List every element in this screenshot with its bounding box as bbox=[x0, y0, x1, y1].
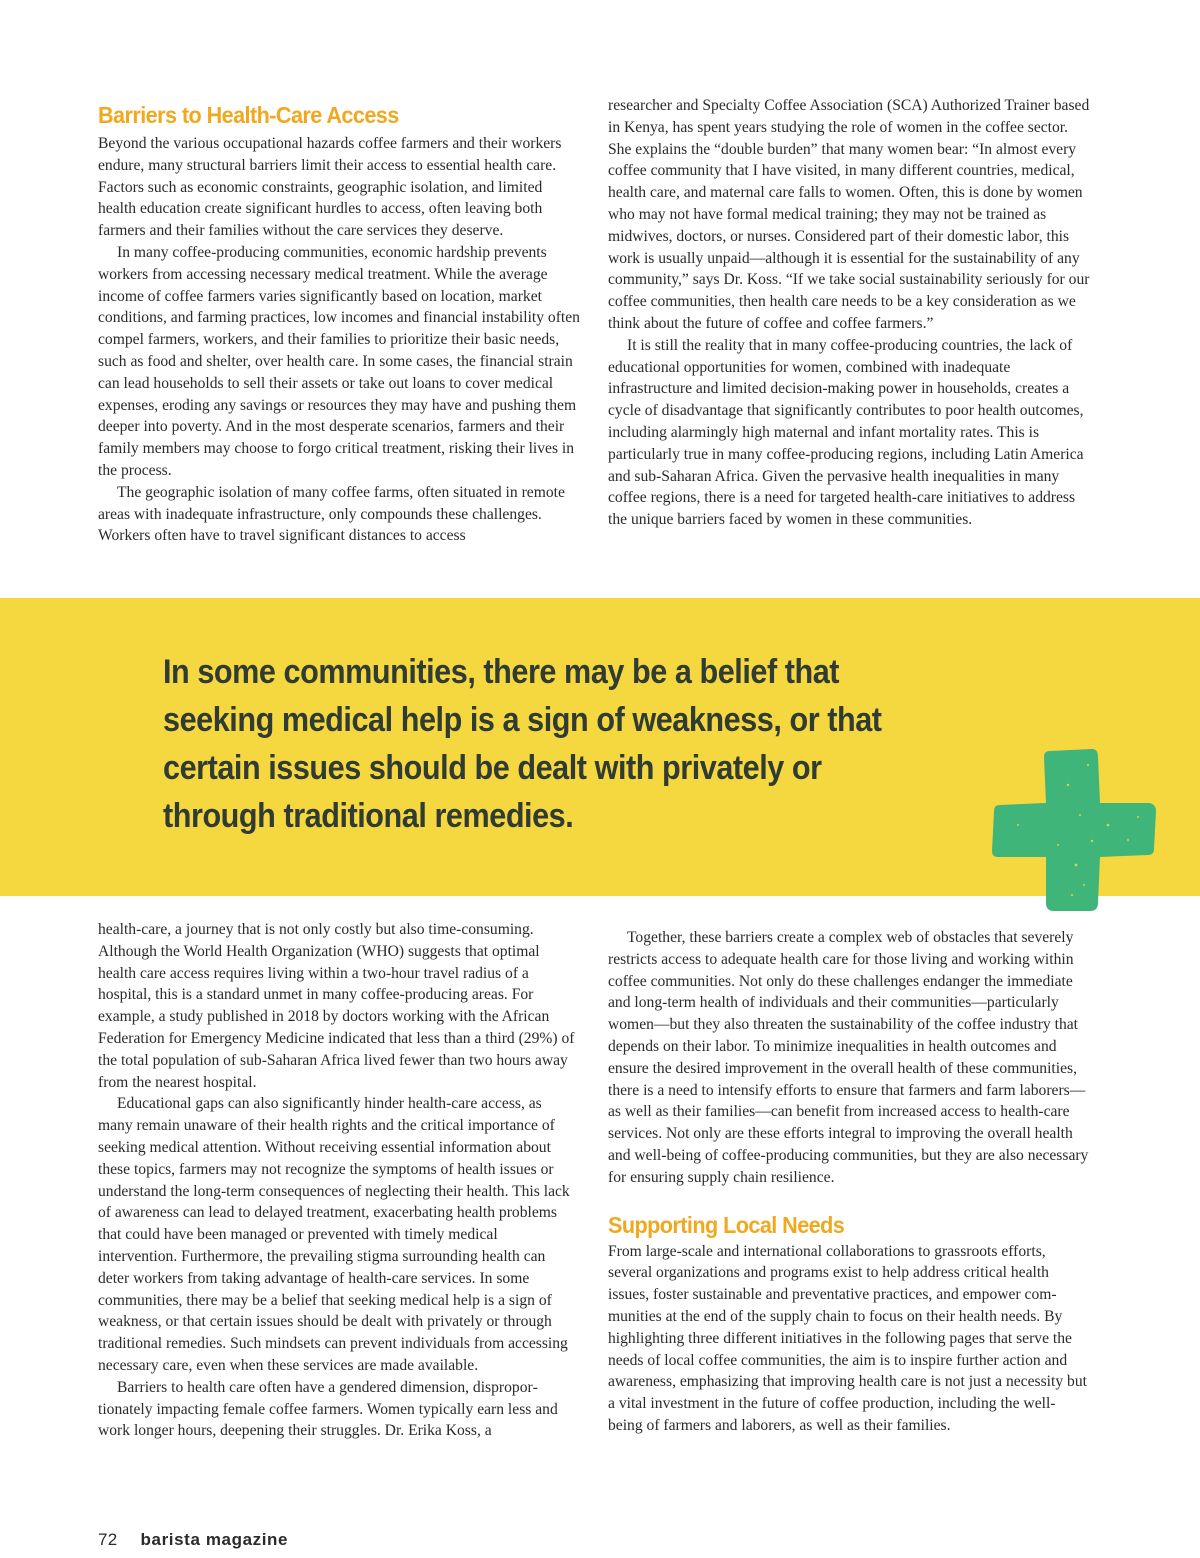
column-bottom-right bbox=[608, 927, 1090, 1437]
paragraph: Barriers to health care often have a gendered dimension, disproportionately impacting female coffee farmers. Women typically earn less and work longer hours, deepening their struggles. Dr. Erika Koss, a bbox=[98, 1378, 558, 1440]
paragraph: In many coffee-producing communities, economic hardship prevents workers from accessing necessary medical treatment. While the average income of coffee farmers varies significantly based on location, market conditions, and farming practices, low incomes and financial instability often compel farmers, workers, and their families to prioritize their basic needs, such as food and shelter, over health care. In some cases, the financial strain can lead households to sell their assets or take out loans to cover medical expenses, eroding any savings or resources they may have and pushing them deeper into poverty. And in the most desperate scenarios, farmers and their family members may choose to forgo critical treatment, risking their lives in the process. bbox=[98, 243, 580, 479]
pull-quote: In some communities, there may be a belief that seeking medical help is a sign of weakness, or that certain issues should be dealt with privately or through traditional remedies. bbox=[163, 653, 882, 835]
paragraph: Educational gaps can also significantly hinder health-care access, as many remain unaware of their health rights and the critical importance of seeking medical attention. Without receiving essential information about these topics, farmers may not recognize the symptoms of health issues or understand the long-term consequences of neglecting their health. This lack of awareness can lead to delayed treatment, exacerbating health problems that could have been managed or prevented with timely medical intervention. Furthermore, the prevailing stigma surrounding health can deter workers from taking advantage of health-care services. In some communities, there may be a belief that seeking medical help is a sign of weakness, or that certain issues should be dealt with privately or through traditional remedies. Such mindsets can prevent individuals from accessing necessary care, even when these services are made available. bbox=[98, 1095, 570, 1374]
paragraph: From large-scale and international collaborations to grassroots efforts, several organizations and programs exist to help address critical health issues, foster sustainable and preventative practices, and empower communities at the end of the supply chain to focus on their health needs. By highlighting three different initiatives in the following pages that serve the needs of local coffee communities, the aim is to inspire further action and awareness, emphasizing that improving health care is not just a necessity but a vital investment in the future of coffee production, including the well-being of farmers and laborers, as well as their families. bbox=[608, 1242, 1087, 1434]
column-top-right bbox=[608, 95, 1090, 531]
paragraph: Together, these barriers create a complex web of obstacles that severely restricts access to adequate health care for those living and working within coffee communities. Not only do these challenges endanger the immediate and long-term health of individuals and their communities—particularly women—but they also threaten the sustainability of the coffee industry that depends on their labor. To minimize inequalities in health outcomes and ensure the desired improvement in the overall health of these communities, there is a need to intensify efforts to ensure that farmers and farm laborers—as well as their families—can benefit from increased access to health-care services. Not only are these efforts integral to improving the overall health and well-being of coffee-producing communities, but they are also necessary for ensuring supply chain resilience. bbox=[608, 929, 1089, 1186]
paragraph: health-care, a journey that is not only costly but also time-consuming. Although the World Health Organization (WHO) suggests that optimal health care access requires living within a two-hour travel radius of a hospital, this is a standard unmet in many coffee-producing areas. For example, a study published in 2018 by doctors working with the African Federation for Emergency Medicine indicated that less than a third (29%) of the total population of sub-Saharan Africa lived fewer than two hours away from the nearest hospital. bbox=[98, 921, 575, 1091]
section-heading-barriers: Barriers to Health-Care Access bbox=[98, 102, 399, 128]
column-bottom-left bbox=[98, 919, 580, 1442]
page-number: 72 bbox=[98, 1530, 118, 1549]
paragraph: Beyond the various occupational hazards coffee farmers and their workers endure, many structural barriers limit their access to essential health care. Factors such as economic constraints, geographic isolation, and limited health education create significant hurdles to access, often leaving both farmers and their families without the care services they deserve. bbox=[98, 135, 562, 240]
column-top-left bbox=[98, 133, 580, 547]
paragraph: The geographic isolation of many coffee farms, often situated in remote areas with inadequate infrastructure, only compounds these challenges. Workers often have to travel significant distances to access bbox=[98, 483, 565, 545]
magazine-name: barista magazine bbox=[140, 1530, 289, 1549]
paragraph: researcher and Specialty Coffee Association (SCA) Authorized Trainer based in Kenya, has spent years studying the role of women in the coffee sector. She explains the “double burden” that many women bear: “In almost every coffee community that I have visited, in many different countries, medical, health care, and maternal care falls to women. Often, this is done by women who may not have formal medical training; they may not be trained as midwives, doctors, or nurses. Considered part of their domestic labor, this work is usually unpaid—although it is essential for the sustainability of any community,” says Dr. Koss. “If we take social sustainability seriously for our coffee communities, then health care needs to be a key consideration as we think about the future of coffee and coffee farmers.” bbox=[608, 97, 1090, 332]
paragraph: It is still the reality that in many coffee-producing countries, the lack of educational opportunities for women, combined with inadequate infrastructure and limited decision-making power in households, creates a cycle of disadvantage that significantly contributes to poor health outcomes, including alarmingly high maternal and infant mortality rates. This is particularly true in many coffee-producing regions, including Latin America and sub-Saharan Africa. Given the pervasive health inequalities in many coffee regions, there is a need for targeted health-care initiatives to address the unique barriers faced by women in these communities. bbox=[608, 336, 1084, 529]
page-footer bbox=[98, 1530, 288, 1550]
medical-cross-icon bbox=[988, 745, 1160, 913]
section-heading-supporting: Supporting Local Needs bbox=[608, 1211, 845, 1238]
